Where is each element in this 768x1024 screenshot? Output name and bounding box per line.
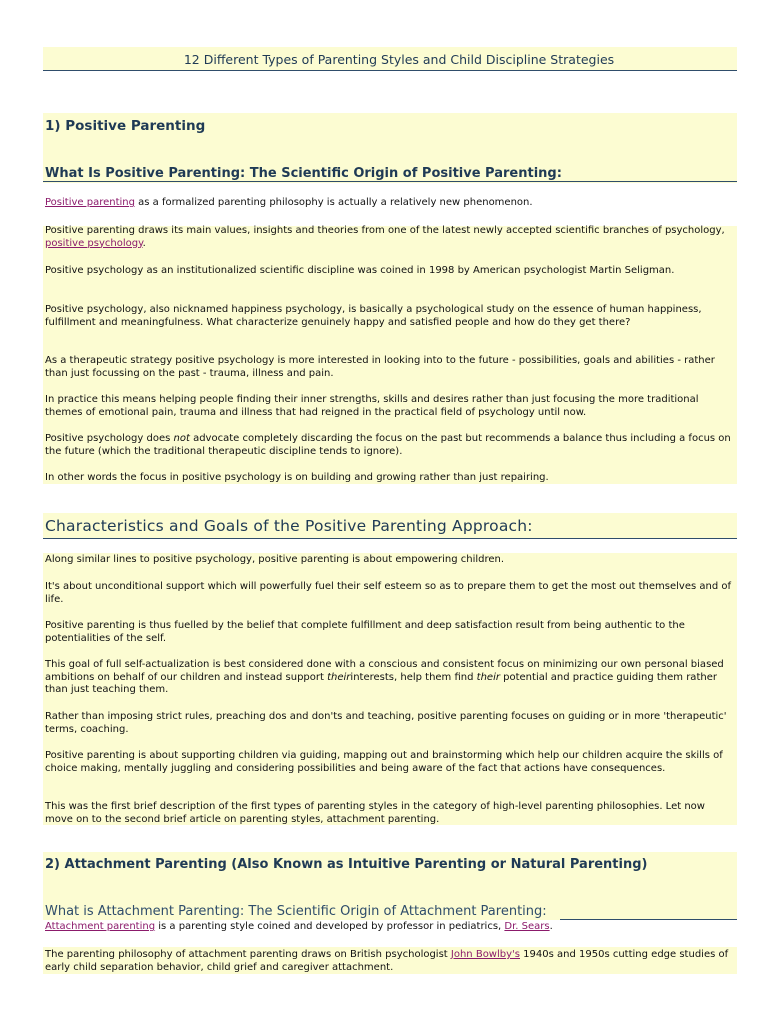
s1-paragraph-4: Positive psychology, also nicknamed happiness psychology, is basically a psychological study on the essence of human happiness, fulfillment and meaningfulness. What characterize genuinely happy and satisfied people and how do they get there? [45,304,702,328]
section1-divider [43,181,737,182]
section3-heading: 2) Attachment Parenting (Also Known as Intuitive Parenting or Natural Parenting) [45,857,648,872]
s1-paragraph-5: As a therapeutic strategy positive psychology is more interested in looking into to the future - possibilities, goals and abilities - rather than just focussing on the past - trauma, illness and pain. [45,355,715,379]
s2-paragraph-6: Positive parenting is about supporting children via guiding, mapping out and brainstorming which help our children acquire the skills of choice making, mentally juggling and considering possibilities and being aware of the fact that actions have consequences. [45,750,723,774]
s1-paragraph-6: In practice this means helping people finding their inner strengths, skills and desires rather than just focusing the more traditional themes of emotional pain, trauma and illness that had reigned in the practical field of psychology until now. [45,394,699,418]
section2-divider [43,538,737,539]
s2-paragraph-5: Rather than imposing strict rules, preaching dos and don'ts and teaching, positive parenting focuses on guiding or in more 'therapeutic' terms, coaching. [45,711,727,735]
section2-heading: Characteristics and Goals of the Positive Parenting Approach: [45,517,533,535]
s2-paragraph-4: This goal of full self-actualization is best considered done with a conscious and consistent focus on minimizing our own personal biased ambitions on behalf of our children and instead support theirinterests, help them find their potential and practice guiding them rather than just teaching them. [45,659,724,695]
dr-sears-link[interactable]: Dr. Sears [504,921,550,932]
attachment-parenting-link[interactable]: Attachment parenting [45,921,156,932]
section3-divider [560,919,737,920]
section3-subheading: What is Attachment Parenting: The Scientific Origin of Attachment Parenting: [45,904,547,919]
s1-paragraph-3: Positive psychology as an institutionalized scientific discipline was coined in 1998 by American psychologist Martin Seligman. [45,265,675,276]
s2-paragraph-1: Along similar lines to positive psychology, positive parenting is about empowering children. [45,554,505,565]
s2-paragraph-3: Positive parenting is thus fuelled by the belief that complete fulfillment and deep satisfaction result from being authentic to the potentialities of the self. [45,620,685,644]
document-title-band [43,47,737,71]
section1-subheading: What Is Positive Parenting: The Scientific Origin of Positive Parenting: [45,166,562,181]
john-bowlby-link[interactable]: John Bowlby's [450,949,520,960]
document-title: 12 Different Types of Parenting Styles and Child Discipline Strategies [183,52,615,67]
s3-paragraph-1: Attachment parenting is a parenting style coined and developed by professor in pediatrics, Dr. Sears. [45,921,553,932]
s1-paragraph-7: Positive psychology does not advocate completely discarding the focus on the past but recommends a balance thus including a focus on the future (which the traditional therapeutic discipline tends to ignore). [45,433,731,457]
positive-parenting-link[interactable]: Positive parenting [45,197,135,208]
s3-paragraph-2: The parenting philosophy of attachment parenting draws on British psychologist John Bowlby's 1940s and 1950s cutting edge studies of early child separation behavior, child grief and caregiver attachment. [45,949,729,973]
s1-paragraph-2: Positive parenting draws its main values, insights and theories from one of the latest newly accepted scientific branches of psychology, positive psychology. [45,225,725,249]
s2-paragraph-7: This was the first brief description of the first types of parenting styles in the category of high-level parenting philosophies. Let now move on to the second brief article on parenting styles, attachment parenting. [45,801,705,825]
s1-paragraph-8: In other words the focus in positive psychology is on building and growing rather than just repairing. [45,472,549,483]
section1-heading: 1) Positive Parenting [45,118,206,134]
s2-paragraph-2: It's about unconditional support which will powerfully fuel their self esteem so as to prepare them to get the most out themselves and of life. [45,581,732,605]
positive-psychology-link[interactable]: positive psychology [45,237,143,249]
s1-paragraph-1: Positive parenting as a formalized parenting philosophy is actually a relatively new phenomenon. [45,197,533,208]
